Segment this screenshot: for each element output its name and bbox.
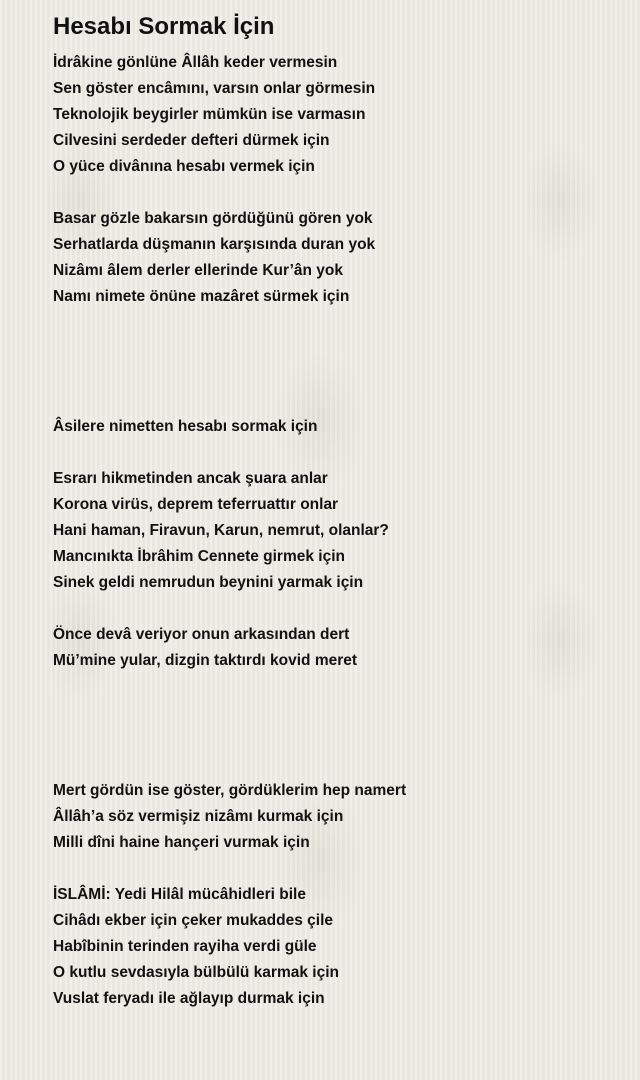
stanza-gap [53, 440, 613, 466]
poem-line: Hani haman, Firavun, Karun, nemrut, olanlar? [53, 522, 389, 539]
stanza-gap [53, 674, 613, 700]
poem-line: Mü’mine yular, dizgin taktırdı kovid meret [53, 652, 358, 669]
stanza-gap [53, 388, 613, 414]
stanza-gap [53, 362, 613, 388]
poem-line: Serhatlarda düşmanın karşısında duran yok [53, 236, 376, 253]
stanza-gap [53, 700, 613, 726]
poem-line: Vuslat feryadı ile ağlayıp durmak için [53, 990, 325, 1007]
poem-line: O yüce divânına hesabı vermek için [53, 158, 315, 175]
poem-line: Basar gözle bakarsın gördüğünü gören yok [53, 210, 373, 227]
stanza-gap [53, 336, 613, 362]
poem-line: Esrarı hikmetinden ancak şuara anlar [53, 470, 328, 487]
poem-line: Korona virüs, deprem teferruattır onlar [53, 496, 339, 513]
poem-line: Cilvesini serdeder defteri dürmek için [53, 132, 330, 149]
poem-line: Mancınıkta İbrâhim Cennete girmek için [53, 548, 345, 565]
poem-body [53, 50, 613, 1012]
poem-title: Hesabı Sormak İçin [53, 13, 275, 40]
poem-line: Önce devâ veriyor onun arkasından dert [53, 626, 350, 643]
poem-line: Sinek geldi nemrudun beynini yarmak için [53, 574, 364, 591]
poem-line: Âllâh’a söz vermişiz nizâmı kurmak için [53, 808, 344, 825]
poem-line: İSLÂMİ: Yedi Hilâl mücâhidleri bile [53, 886, 306, 903]
poem-line: Cihâdı ekber için çeker mukaddes çile [53, 912, 333, 929]
stanza-gap [53, 310, 613, 336]
poem-line: Mert gördün ise göster, gördüklerim hep namert [53, 782, 407, 799]
poem-line: Namı nimete önüne mazâret sürmek için [53, 288, 350, 305]
poem-line: O kutlu sevdasıyla bülbülü karmak için [53, 964, 339, 981]
stanza-gap [53, 856, 613, 882]
poem-line: Habîbinin terinden rayiha verdi güle [53, 938, 317, 955]
stanza-gap [53, 726, 613, 752]
poem-line: Teknolojik beygirler mümkün ise varmasın [53, 106, 366, 123]
stanza-gap [53, 752, 613, 778]
poem-line: Nizâmı âlem derler ellerinde Kur’ân yok [53, 262, 344, 279]
poem-line: Sen göster encâmını, varsın onlar görmesin [53, 80, 376, 97]
poem-line: Âsilere nimetten hesabı sormak için [53, 418, 318, 435]
poem-line: Milli dîni haine hançeri vurmak için [53, 834, 310, 851]
stanza-gap [53, 596, 613, 622]
poem-line: İdrâkine gönlüne Âllâh keder vermesin [53, 54, 338, 71]
poem-page [53, 12, 613, 1012]
stanza-gap [53, 180, 613, 206]
